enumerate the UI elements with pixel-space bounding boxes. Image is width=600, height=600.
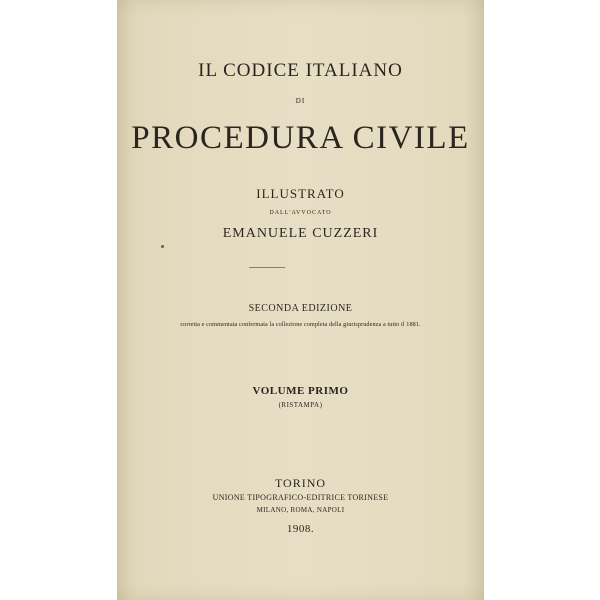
book-title-page <box>117 0 484 600</box>
publisher-cities: MILANO, ROMA, NAPOLI <box>256 506 345 514</box>
author-name: EMANUELE CUZZERI <box>222 226 379 241</box>
illustrato-label: ILLUSTRATO <box>256 186 345 201</box>
title-line-1: IL CODICE ITALIANO <box>198 60 403 81</box>
publication-year: 1908. <box>286 523 315 535</box>
imprint-city: TORINO <box>274 476 327 490</box>
title-connector: DI <box>295 97 306 105</box>
paper-speck <box>161 245 164 248</box>
avvocato-label: DALL'AVVOCATO <box>269 210 332 216</box>
edition-note: corretta e commentata confermata la collezione completa della giurisprudenza a tutto il 1881. <box>180 321 421 328</box>
publisher-name: UNIONE TIPOGRAFICO-EDITRICE TORINESE <box>212 493 389 502</box>
reprint-label: (RISTAMPA) <box>278 401 323 409</box>
volume-label: VOLUME PRIMO <box>252 385 349 397</box>
edition-label: SECONDA EDIZIONE <box>248 303 353 314</box>
divider-rule <box>249 267 285 268</box>
main-title: PROCEDURA CIVILE <box>131 120 470 156</box>
